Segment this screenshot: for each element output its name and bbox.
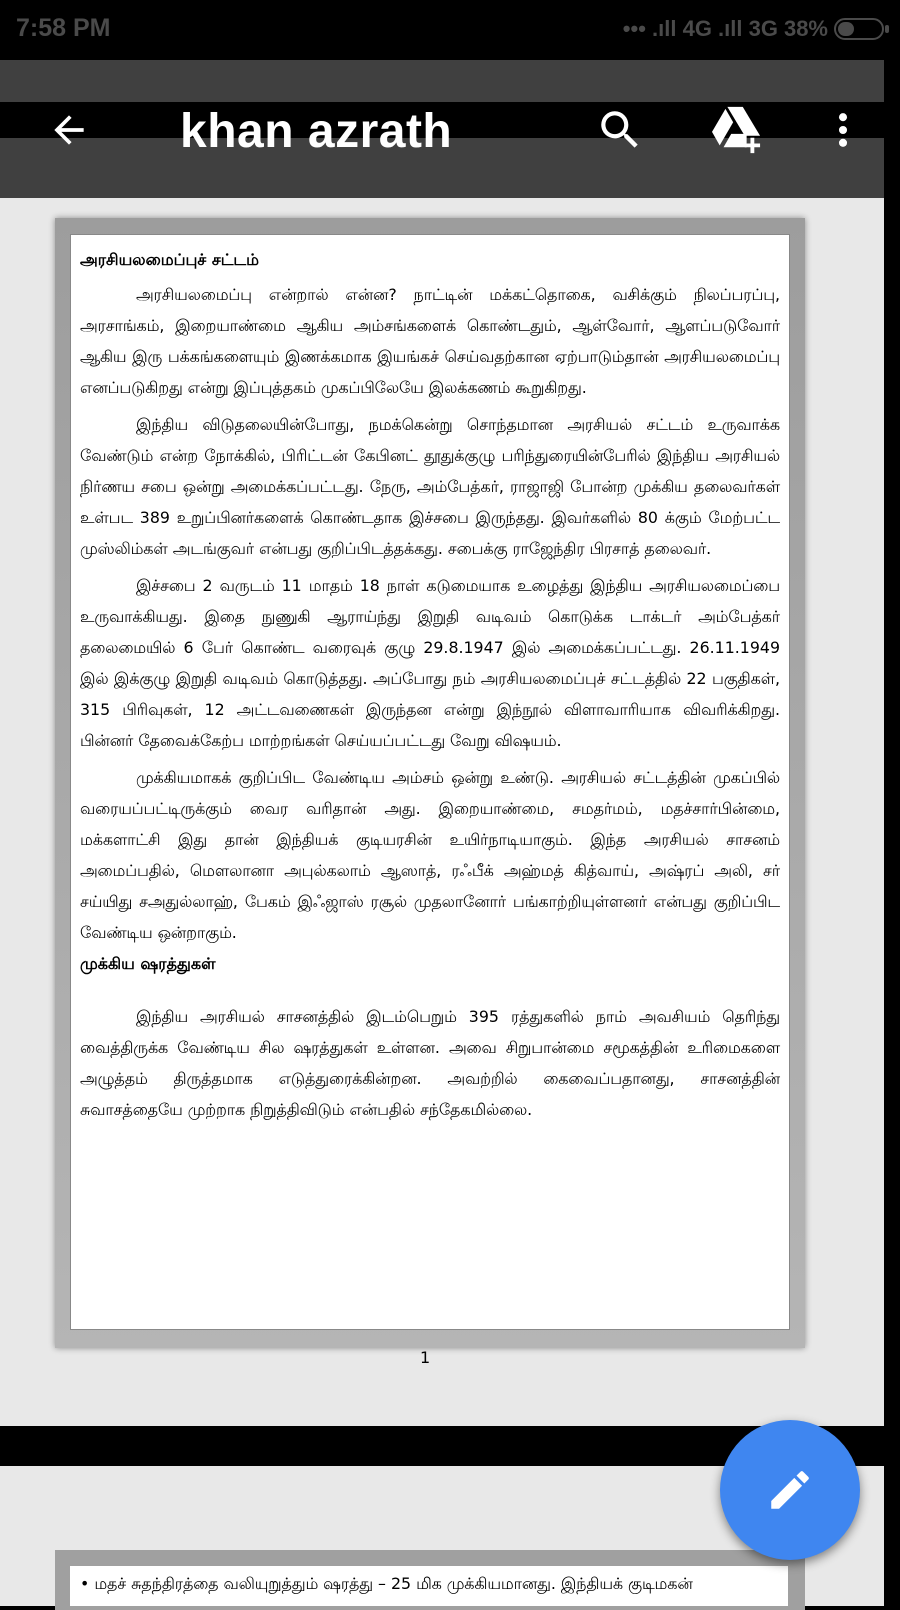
page-2-content [80, 1574, 780, 1595]
paragraph: இச்சபை 2 வருடம் 11 மாதம் 18 நாள் கடுமையாக உழைத்து இந்திய அரசியலமைப்பை உருவாக்கியது. இதை நுணுகி ஆராய்ந்து இறுதி வடிவம் கொடுக்க டாக்டர் அம்பேத்கர் தலைமையில் 6 பேர் கொண்ட வரைவுக் குழு 29.8.1947 இல் அமைக்கப்பட்டது. 26.11.1949 இல் இக்குழு இறுதி வடிவம் கொடுத்தது. அப்போது நம் அரசியலமைப்புச் சட்டத்தில் 22 பகுதிகள், 315 பிரிவுகள், 12 அட்டவணைகள் இருந்தன என்று இந்நூல் விளாவாரியாக விவரிக்கிறது. பின்னர் தேவைக்கேற்ப மாற்றங்கள் செய்யப்பட்டது வேறு விஷயம். [80, 576, 780, 750]
status-bar [0, 0, 900, 58]
toolbar-top-band [0, 60, 884, 102]
back-arrow-icon [47, 108, 91, 152]
document-title: khan azrath [180, 105, 453, 158]
page-content [80, 250, 780, 1131]
paragraph: முக்கியமாகக் குறிப்பிட வேண்டிய அம்சம் ஒன்று உண்டு. அரசியல் சட்டத்தின் முகப்பில் வரையப்பட்டிருக்கும் வைர வரிதான் அது. இறையாண்மை, சமதர்மம், மதச்சார்பின்மை, மக்களாட்சி இது தான் இந்தியக் குடியரசின் உயிர்நாடியாகும். இந்த அரசியல் சாசனம் அமைப்பதில், மௌலானா அபுல்கலாம் ஆஸாத், ரஃபீக் அஹ்மத் கித்வாய், அஷ்ரப் அலி, சர் சய்யிது சஅதுல்லாஹ், பேகம் இஃஜாஸ் ரசூல் முதலானோர் பங்காற்றியுள்ளனர் என்பது குறிப்பிட வேண்டிய ஒன்றாகும். [80, 768, 780, 942]
battery-percent: 38% [783, 16, 828, 41]
status-time: 7:58 PM [16, 14, 111, 42]
drive-add-icon [710, 105, 764, 155]
add-to-drive-button[interactable] [702, 102, 772, 158]
back-button[interactable] [34, 102, 104, 158]
more-vert-icon [821, 108, 865, 152]
pencil-icon [765, 1465, 815, 1515]
page-number: 1 [420, 1348, 431, 1367]
more-options-button[interactable] [808, 102, 878, 158]
search-button[interactable] [585, 102, 655, 158]
signal-icon: ••• .ıll 4G .ıll 3G [622, 16, 778, 41]
paragraph: இந்திய அரசியல் சாசனத்தில் இடம்பெறும் 395 ரத்துகளில் நாம் அவசியம் தெரிந்து வைத்திருக்க வேண்டிய சில ஷரத்துகள் உள்ளன. அவை சிறுபான்மை சமூகத்தின் உரிமைகளை அழுத்தம் திருத்தமாக எடுத்துரைக்கின்றன. அவற்றில் கைவைப்பதானது, சாசனத்தின் சுவாசத்தையே முற்றாக நிறுத்திவிடும் என்பதில் சந்தேகமில்லை. [80, 1007, 780, 1119]
paragraph: இந்திய விடுதலையின்போது, நமக்கென்று சொந்தமான அரசியல் சட்டம் உருவாக்க வேண்டும் என்ற நோக்கில், பிரிட்டன் கேபினட் தூதுக்குழு பரிந்துரையின்பேரில் இந்திய அரசியல் நிர்ணய சபை ஒன்று அமைக்கப்பட்டது. நேரு, அம்பேத்கர், ராஜாஜி போன்ற முக்கிய தலைவர்கள் உள்பட 389 உறுப்பினர்களைக் கொண்டதாக இச்சபை இருந்தது. இவர்களில் 80 க்கும் மேற்பட்ட முஸ்லிம்கள் அடங்குவர் என்பது குறிப்பிடத்தக்கது. சபைக்கு ராஜேந்திர பிரசாத் தலைவர். [80, 415, 780, 558]
paragraph: அரசியலமைப்பு என்றால் என்ன? நாட்டின் மக்கட்தொகை, வசிக்கும் நிலப்பரப்பு, அரசாங்கம், இறையாண்மை ஆகிய அம்சங்களைக் கொண்டதும், ஆள்வோர், ஆளப்படுவோர் ஆகிய இரு பக்கங்களையும் இணக்கமாக இயங்கச் செய்வதற்கான ஏற்பாடும்தான் அரசியலமைப்பு எனப்படுகிறது என்று இப்புத்தகம் முகப்பிலேயே இலக்கணம் கூறுகிறது. [80, 285, 780, 397]
screen-edge [884, 58, 900, 1426]
section-heading: முக்கிய ஷரத்துகள் [80, 954, 216, 973]
edit-fab-button[interactable] [720, 1420, 860, 1560]
search-icon [595, 105, 645, 155]
section-heading: அரசியலமைப்புச் சட்டம் [80, 250, 260, 269]
bullet-icon: • [80, 1574, 95, 1593]
bullet-text: மதச் சுதந்திரத்தை வலியுறுத்தும் ஷரத்து – 25 மிக முக்கியமானது. இந்தியக் குடிமகன் [94, 1574, 693, 1593]
battery-icon [834, 18, 884, 40]
status-indicators [623, 16, 884, 42]
